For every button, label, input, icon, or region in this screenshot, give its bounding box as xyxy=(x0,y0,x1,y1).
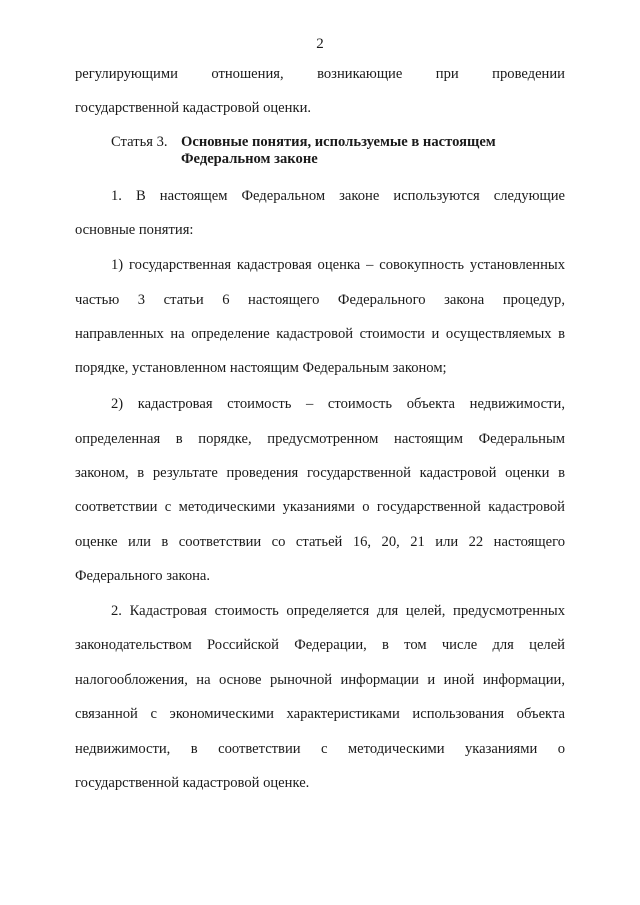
item2-line-3: законом, в результате проведения государственной кадастровой оценки в xyxy=(75,465,565,481)
item1-line-3: направленных на определение кадастровой стоимости и осуществляемых в xyxy=(75,326,565,342)
item1-line-1: 1) государственная кадастровая оценка – совокупность установленных xyxy=(111,257,565,273)
intro-line-1: регулирующими отношения, возникающие при проведении xyxy=(75,66,565,82)
clause2-line-2: законодательством Российской Федерации, в том числе для целей xyxy=(75,637,565,653)
article-title-line-2: Федеральном законе xyxy=(181,151,318,167)
clause1-line-2: основные понятия: xyxy=(75,222,194,238)
item2-line-6: Федерального закона. xyxy=(75,568,211,584)
item2-line-2: определенная в порядке, предусмотренном настоящим Федеральным xyxy=(75,431,565,447)
item1-line-2: частью 3 статьи 6 настоящего Федерального закона процедур, xyxy=(75,292,565,308)
article-label: Статья 3. xyxy=(111,134,168,150)
article-heading xyxy=(111,134,496,151)
item1-line-4: порядке, установленном настоящим Федеральным законом; xyxy=(75,360,447,376)
clause2-line-1: 2. Кадастровая стоимость определяется для целей, предусмотренных xyxy=(111,603,565,619)
clause2-line-5: недвижимости, в соответствии с методическими указаниями о xyxy=(75,741,565,757)
clause2-line-4: связанной с экономическими характеристиками использования объекта xyxy=(75,706,565,722)
item2-line-1: 2) кадастровая стоимость – стоимость объекта недвижимости, xyxy=(111,396,565,412)
article-title-line-1: Основные понятия, используемые в настоящем xyxy=(181,134,496,150)
clause1-line-1: 1. В настоящем Федеральном законе используются следующие xyxy=(111,188,565,204)
item2-line-4: соответствии с методическими указаниями о государственной кадастровой xyxy=(75,499,565,515)
clause2-line-3: налогообложения, на основе рыночной информации и иной информации, xyxy=(75,672,565,688)
intro-line-2: государственной кадастровой оценки. xyxy=(75,100,312,116)
clause2-line-6: государственной кадастровой оценке. xyxy=(75,775,310,791)
item2-line-5: оценке или в соответствии со статьей 16, 20, 21 или 22 настоящего xyxy=(75,534,565,550)
page-number: 2 xyxy=(316,36,324,52)
